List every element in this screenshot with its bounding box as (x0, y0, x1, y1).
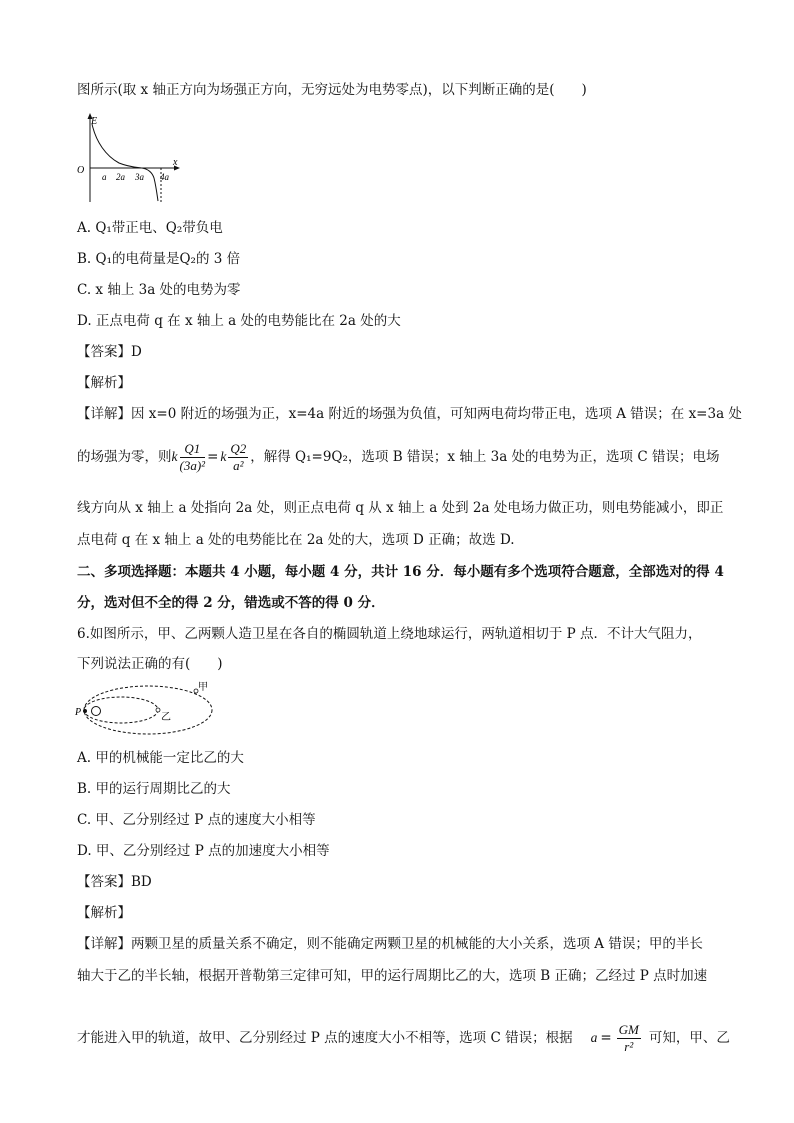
q6-analysis-label: 【解析】 (77, 905, 131, 921)
q5-option-a: A. Q₁带正电、Q₂带负电 (77, 220, 223, 236)
q6-detail-3a: 才能进入甲的轨道，故甲、乙分别经过 P 点的速度大小不相等，选项 C 错误；根据 (77, 1030, 573, 1046)
eq-a-squared: a² (233, 458, 244, 473)
point-p (83, 709, 87, 713)
y-axis-label: E (91, 116, 98, 127)
satellite-yi-icon (156, 708, 160, 712)
x-axis-label: x (173, 157, 178, 168)
label-p: P (75, 707, 82, 718)
label-jia: 甲 (198, 682, 208, 693)
tick-2a: 2a (116, 172, 125, 182)
eq-equals-2: = (600, 1030, 612, 1046)
section2-line-1: 二、多项选择题：本题共 4 小题，每小题 4 分，共计 16 分．每小题有多个选项符合题意，全部选对的得 4 (77, 564, 724, 580)
q5-detail-2a: 的场强为零，则 (77, 449, 172, 465)
q5-detail-4: 点电荷 q 在 x 轴上 a 处的电势能比在 2a 处的大，选项 D 正确；故选 D. (77, 532, 515, 548)
field-curve (92, 124, 158, 201)
eq-equals: = (207, 449, 219, 465)
q6-answer: 【答案】BD (77, 874, 152, 890)
q6-option-a: A. 甲的机械能一定比乙的大 (77, 750, 244, 766)
orbit-diagram (74, 678, 220, 740)
eq-fraction-left (180, 441, 206, 474)
orbit-jia (84, 686, 212, 734)
q5-option-d: D. 正点电荷 q 在 x 轴上 a 处的电势能比在 2a 处的大 (77, 313, 401, 329)
q6-detail-2: 轴大于乙的半长轴，根据开普勒第三定律可知，甲的运行周期比乙的大，选项 B 正确；乙经过 P 点时加速 (77, 968, 708, 984)
q6-detail-3b: 可知，甲、乙 (648, 1030, 730, 1046)
eq-a: a (590, 1030, 598, 1045)
tick-3a: 3a (135, 172, 144, 182)
q5-option-c: C. x 轴上 3a 处的电势为零 (77, 282, 241, 298)
q5-detail-2 (77, 438, 719, 476)
q6-stem-2: 下列说法正确的有( ) (77, 656, 223, 672)
q5-detail-2b: ，解得 Q₁=9Q₂，选项 B 错误；x 轴上 3a 处的电势为正，选项 C 错误；电场 (250, 449, 720, 465)
eq-k-right: k (220, 449, 227, 464)
q6-stem-1: 6.如图所示，甲、乙两颗人造卫星在各自的椭圆轨道上绕地球运行，两轨道相切于 P 点．不计大气阻力， (77, 626, 702, 642)
q5-answer: 【答案】D (77, 344, 142, 360)
q5-stem: 图所示(取 x 轴正方向为场强正方向，无穷远处为电势零点)，以下判断正确的是( ) (77, 82, 587, 98)
eq-gm: GM (618, 1022, 639, 1037)
origin-label: O (77, 165, 85, 176)
section2-line-2: 分，选对但不全的得 2 分，错选或不答的得 0 分． (77, 595, 385, 611)
q6-detail-1: 【详解】两颗卫星的质量关系不确定，则不能确定两颗卫星的机械能的大小关系，选项 A 错误；甲的半长 (77, 936, 703, 952)
eq-3a-squared: (3a)² (179, 458, 206, 473)
q5-detail-3: 线方向从 x 轴上 a 处指向 2a 处，则正点电荷 q 从 x 轴上 a 处到 2a 处电场力做正功，则电势能减小，即正 (77, 500, 724, 516)
eq-q2: Q2 (230, 441, 247, 456)
earth-icon (92, 707, 101, 716)
q5-analysis-label: 【解析】 (77, 375, 131, 391)
q5-option-b: B. Q₁的电荷量是Q₂的 3 倍 (77, 251, 241, 267)
e-x-graph (74, 112, 184, 204)
q6-option-c: C. 甲、乙分别经过 P 点的速度大小相等 (77, 812, 316, 828)
eq-r-squared: r² (624, 1039, 634, 1054)
q6-option-d: D. 甲、乙分别经过 P 点的加速度大小相等 (77, 843, 330, 859)
eq-fraction-right (228, 441, 248, 474)
eq-fraction-gm (617, 1022, 641, 1055)
q5-detail-1: 【详解】因 x=0 附近的场强为正，x=4a 附近的场强为负值，可知两电荷均带正电，选项 A 错误；在 x=3a 处 (77, 406, 742, 422)
tick-a: a (102, 172, 107, 182)
q6-option-b: B. 甲的运行周期比乙的大 (77, 781, 231, 797)
orbit-yi (84, 697, 158, 723)
label-yi: 乙 (161, 712, 171, 723)
tick-4a: 4a (160, 172, 169, 182)
eq-q1: Q1 (180, 441, 206, 458)
q6-detail-3 (77, 1018, 730, 1058)
eq-k-left: k (171, 449, 178, 464)
